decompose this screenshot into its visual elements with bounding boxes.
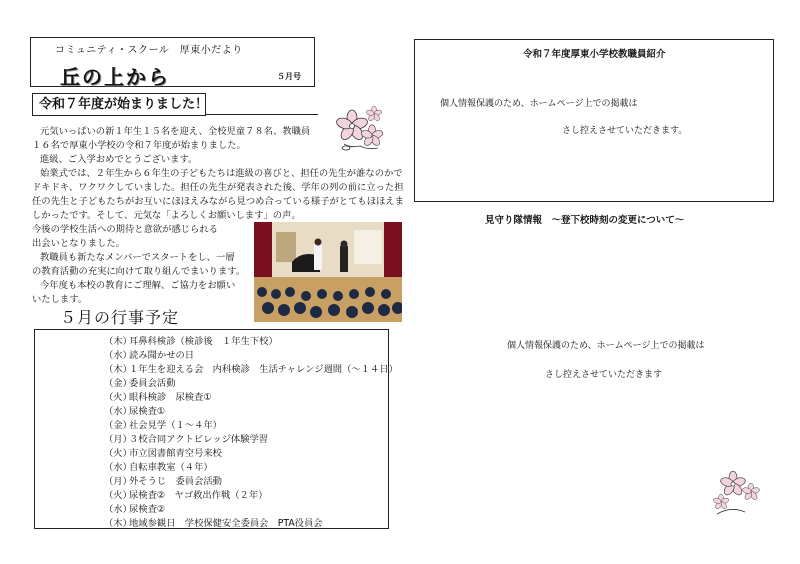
event-desc: 耳鼻科検診（検診後 １年生下校） xyxy=(129,336,278,347)
ceremony-photo xyxy=(254,222,402,322)
article-line: の教育活動の充実に向けて取り組んでまいります。 xyxy=(32,266,246,277)
event-day: （火） xyxy=(104,448,132,459)
newsletter-title: 丘の上から xyxy=(60,65,170,89)
issue-label: ５月号 xyxy=(277,72,301,81)
events-title: ５月の行事予定 xyxy=(60,308,180,327)
event-desc: 社会見学（１～４年） xyxy=(129,420,222,431)
event-desc: １年生を迎える会 内科検診 生活チャレンジ週間（～１４日） xyxy=(129,364,398,375)
article-line: 始業式では、２年生から６年生の子どもたちは進級の喜びと、担任の先生が誰なのかで xyxy=(40,168,403,179)
headline-rule xyxy=(206,114,318,115)
article-line: ドキドキ、ワクワクしていました。担任の先生が発表された後、学年の列の前に立った担 xyxy=(32,182,404,193)
article-line: 出会いとなりました。 xyxy=(32,238,125,249)
event-desc: 外そうじ 委員会活動 xyxy=(129,476,222,487)
event-desc: 委員会活動 xyxy=(129,378,176,389)
event-day: （水） xyxy=(104,406,132,417)
event-day: （木） xyxy=(104,336,132,347)
event-desc: 読み聞かせの日 xyxy=(129,350,195,361)
article-line: 進級、ご入学おめでとうございます。 xyxy=(40,154,198,165)
staff-title: 令和７年度厚東小学校教職員紹介 xyxy=(523,49,666,60)
article-line: 今後の学校生活への期待と意欲が感じられる xyxy=(32,224,218,235)
event-day: （火） xyxy=(104,490,132,501)
event-desc: 眼科検診 尿検査① xyxy=(129,392,212,403)
patrol-notice-line: さし控えさせていただきます xyxy=(545,370,663,380)
article-line: 今年度も本校の教育にご理解、ご協力をお願い xyxy=(40,280,236,291)
staff-notice-line: 個人情報保護のため、ホームページ上での掲載は xyxy=(440,99,638,109)
article-line: 元気いっぱいの新１年生１５名を迎え、全校児童７８名、教職員 xyxy=(40,126,311,137)
event-desc: 尿検査② xyxy=(129,504,166,515)
article-line: １６名で厚東小学校の令和７年度が始まりました。 xyxy=(32,140,246,151)
article-headline: 令和７年度が始まりました！ xyxy=(32,93,206,116)
event-day: （木） xyxy=(104,518,132,529)
event-day: （木） xyxy=(104,364,132,375)
staff-notice-line: さし控えさせていただきます。 xyxy=(562,126,688,136)
event-day: （金） xyxy=(104,420,132,431)
staff-box xyxy=(414,39,774,202)
event-desc: 尿検査① xyxy=(129,406,166,417)
article-line: しかったです。そして、元気な「よろしくお願いします」の声。 xyxy=(32,210,301,221)
article-line: 教職員も新たなメンバーでスタートをし、一層 xyxy=(40,252,235,263)
series-name: コミュニティ・スクール 厚東小だより xyxy=(55,45,243,56)
patrol-title: 見守り隊情報 ～登下校時刻の変更について～ xyxy=(485,215,685,226)
event-desc: 市立図書館青空号来校 xyxy=(129,448,222,459)
event-day: （水） xyxy=(104,504,132,515)
event-desc: 地域参観日 学校保健安全委員会 PTA役員会 xyxy=(129,518,323,529)
events-table xyxy=(34,329,398,529)
event-day: （火） xyxy=(104,392,132,403)
cherry-blossom-icon xyxy=(330,100,390,160)
event-desc: 尿検査② ヤゴ救出作戦（２年） xyxy=(129,490,268,501)
patrol-notice-line: 個人情報保護のため、ホームページ上での掲載は xyxy=(507,341,705,351)
article-line: いたします。 xyxy=(32,294,88,305)
event-day: （水） xyxy=(104,350,132,361)
event-day: （月） xyxy=(104,476,132,487)
event-desc: 自転車教室（４年） xyxy=(129,462,213,473)
event-day: （金） xyxy=(104,378,132,389)
cherry-blossom-icon xyxy=(707,462,767,522)
event-day: （水） xyxy=(104,462,132,473)
article-line: 任の先生と子どもたちがお互いにほほえみながら見つめ合っている様子がとてもほほえま xyxy=(32,196,404,207)
event-day: （月） xyxy=(104,434,132,445)
event-desc: ３校合同アクトビレッジ体験学習 xyxy=(129,434,269,445)
